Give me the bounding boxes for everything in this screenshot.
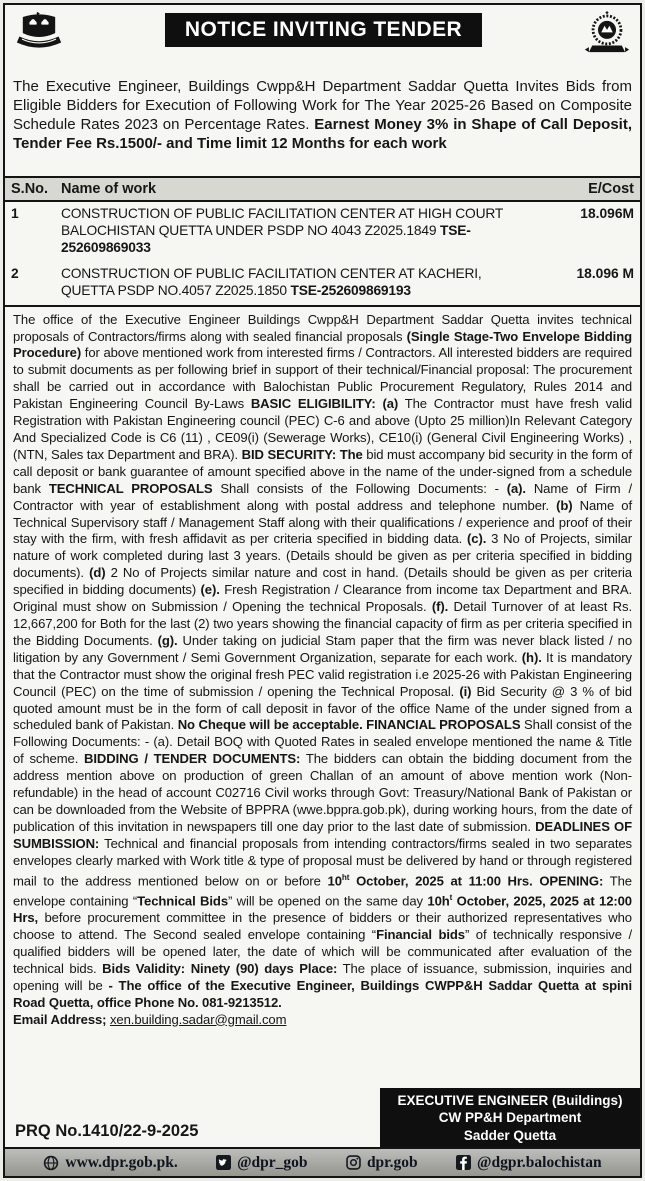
column-header-cost: E/Cost (540, 177, 640, 201)
work-description: CONSTRUCTION OF PUBLIC FACILITATION CENTER AT KACHERI, QUETTA PSDP NO.4057 Z2025.1850 (61, 265, 482, 299)
work-description: CONSTRUCTION OF PUBLIC FACILITATION CENTER AT HIGH COURT BALOCHISTAN QUETTA UNDER PSDP NO 4043 Z2025.1849 (61, 205, 503, 239)
facebook-label: @dgpr.balochistan (477, 1153, 602, 1171)
row-work (55, 201, 540, 262)
social-strip (5, 1147, 640, 1176)
row-work (55, 262, 540, 306)
balochistan-coat-of-arms-icon (13, 11, 65, 57)
table-row (5, 201, 640, 262)
footer (5, 1087, 640, 1147)
signature-line-title: EXECUTIVE ENGINEER (Buildings) (397, 1092, 623, 1108)
column-header-work: Name of work (55, 177, 540, 201)
twitter-label: @dpr_gob (237, 1153, 308, 1171)
instagram-label: dpr.gob (366, 1153, 418, 1171)
notice-body-text: The office of the Executive Engineer Buildings Cwpp&H Department Saddar Quetta invites technical proposals of Contractors/firms along with sealed financial proposals (Single Stage-Two Envelope Bidding Procedure) for above mentioned work from interested firms / Contractors. All interested bidders are required to submit documents as per following brief in support of their technical/Financial proposal: The procurement shall be carried out in accordance with Balochistan Public Procurement Regulatory, Rules 2014 and Pakistan Engineering Council By-Laws BASIC ELIGIBILITY: (a) The Contractor must have fresh valid Registration with Pakistan Engineering council (PEC) C-6 and above (Upto 25 million)In Relevant Category And Specialized Code is C6 (11) , CE09(i) (Sewerage Works), CE10(i) (General Civil Engineering Works) , (NTN, Sales tax Department and BRA). BID SECURITY: The bid must accompany bid security in the form of call deposit or bank guarantee of amount specified above in the name of the under-signed from a schedule bank TECHNICAL PROPOSALS Shall consists of the Following Documents: - (a). Name of Firm / Contractor with year of establishment along with postal address and telephone number. (b) Name of Technical Supervisory staff / Management Staff along with their qualifications / experience and proof of their stay with the firm, with fresh affidavit as per criteria specified in bidding data. (c). 3 No of Projects, similar nature of work completed during last 3 years. (Details should be given as per criteria specified in bidding documents). (d) 2 No of Projects similar nature and cost in hand. (Details should be given as per criteria specified in bidding documents) (e). Fresh Registration / Clearance from income tax Department and BRA. Original must show on Submission / Opening the technical Proposals. (f). Detail Turnover of at least Rs. 12,667,200 for Both for the last (2) two years showing the financial capacity of firm as per criteria specified in the Bidding Documents. (g). Under taking on judicial Stam paper that the firm was never black listed / no litigation by any Government / Semi Government Organization, separate for each work. (h). It is mandatory that the Contractor must show the original fresh PEC valid registration i.e 2025-26 with Pakistan Engineering Council (PEC) on the time of submission / opening the Technical Proposal. (i) Bid Security @ 3 % of bid quoted amount must be in the form of call deposit in favor of the office Name of the under signed from a scheduled bank of Pakistan. No Cheque will be acceptable. FINANCIAL PROPOSALS Shall consist of the Following Documents: - (a). Detail BOQ with Quoted Rates in sealed envelope mentioned the name & Title of scheme. BIDDING / TENDER DOCUMENTS: The bidders can obtain the bidding document from the address mention above on production of green Challan of an amount of above mention work (Non-refundable) in the head of account C02716 Civil works through Govt: Treasury/National Bank of Pakistan or can be downloaded from the Website of BPPRA (wwe.bppra.gob.pk), during working hours, from the date of publication of this invitation in newspapers till one day prior to the last date of submission. DEADLINES OF SUMBISSION: Technical and financial proposals from intending contractors/firms sealed in two separates envelopes clearly marked with Work title & type of proposal must be delivered by hand or through registered mail to the address mentioned below on or before $10^{ht}$ October, 2025 at 11:00 Hrs. OPENING: The envelope containing “Technical Bids” will be opened on the same day $10h^t$ October, 2025, 2025 at 12:00 Hrs, before procurement committee in the presence of bidders or their authorized representatives who choose to attend. The Second sealed envelope containing “Financial bids” of technically responsive / qualified bidders will be opened later, the date of which will be communicated after evaluation of the technical bids. Bids Validity: Ninety (90) days Place: The place of issuance, submission, inquiries and opening will be - The office of the Executive Engineer, Buildings CWPP&H Saddar Quetta at spini Road Quetta, office Phone No. 081-9213512. Email Address; xen.building.sadar@gmail.com (13, 311, 633, 1027)
department-round-emblem-icon (582, 11, 632, 57)
header (5, 5, 640, 59)
website-label: www.dpr.gob.pk. (65, 1153, 178, 1171)
row-sno: 1 (11, 205, 19, 221)
page-title: NOTICE INVITING TENDER (165, 13, 482, 47)
signature-line-city: Sadder Quetta (463, 1127, 557, 1143)
signature-block (380, 1088, 640, 1148)
work-tse-code: TSE-252609869193 (290, 283, 411, 299)
instagram-item (346, 1154, 418, 1172)
row-cost: 18.096M (580, 205, 634, 221)
column-header-sno: S.No. (5, 177, 55, 201)
website-item (43, 1154, 177, 1172)
table-header-row (5, 177, 640, 201)
works-table (5, 176, 640, 307)
prq-number: PRQ No.1410/22-9-2025 (15, 1122, 199, 1140)
facebook-item (456, 1154, 602, 1172)
row-sno: 2 (11, 265, 19, 281)
twitter-icon (216, 1155, 231, 1170)
table-row (5, 262, 640, 306)
instagram-icon (346, 1155, 361, 1170)
intro-paragraph: The Executive Engineer, Buildings Cwpp&H Department Saddar Quetta Invites Bids from Eligible Bidders for Execution of Following Work for The Year 2025-26 Based on Composite Schedule Rates 2023 on Percentage Rates. Earnest Money 3% in Shape of Call Deposit, Tender Fee Rs.1500/- and Time limit 12 Months for each work (13, 78, 632, 152)
twitter-item (216, 1154, 307, 1172)
notice-page (3, 3, 642, 1178)
globe-icon (43, 1155, 59, 1171)
signature-line-department: CW PP&H Department (438, 1110, 582, 1125)
work-tse-code: TSE-252609869033 (61, 223, 471, 256)
facebook-icon (456, 1155, 471, 1170)
row-cost: 18.096 M (576, 265, 634, 281)
